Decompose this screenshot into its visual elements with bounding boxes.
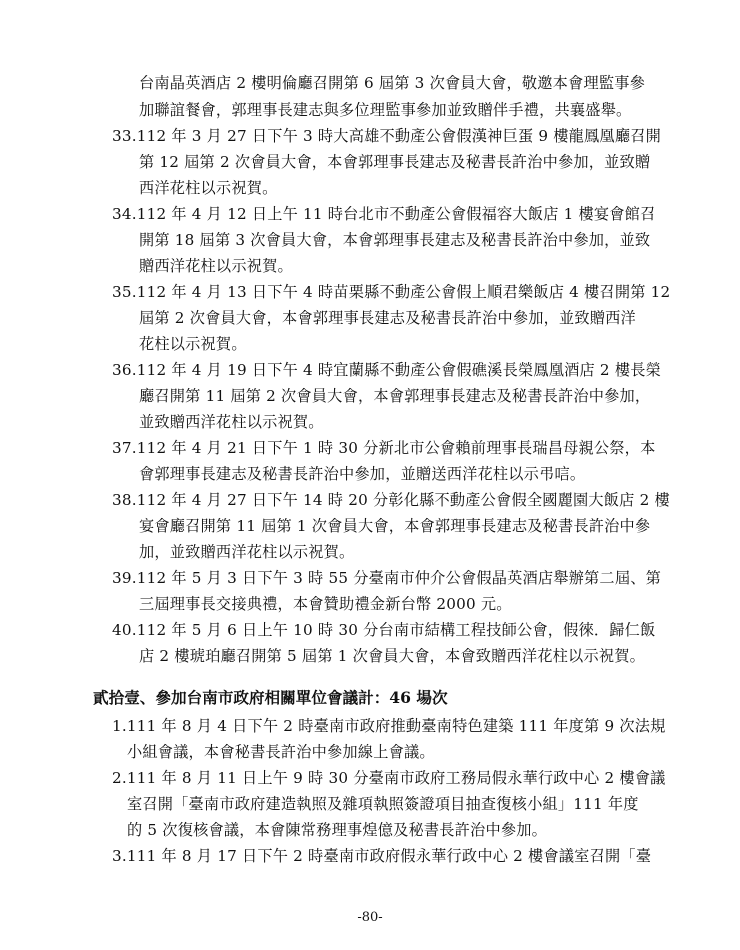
text-line: 加，並致贈西洋花柱以示祝賀。 bbox=[139, 543, 355, 561]
text-line: 室召開「臺南市政府建造執照及雜項執照簽證項目抽查復核小組」111 年度 bbox=[127, 795, 639, 813]
text-line: 西洋花柱以示祝賀。 bbox=[139, 179, 278, 197]
list-item-36: 36.112 年 4 月 19 日下午 4 時宜蘭縣不動產公會假礁溪長榮鳳凰酒店 2 樓長榮 bbox=[112, 361, 661, 379]
section-heading: 貳拾壹、參加台南市政府相關單位會議計：46 場次 bbox=[93, 688, 448, 707]
text-line: 台南晶英酒店 2 樓明倫廳召開第 6 屆第 3 次會員大會，敬邀本會理監事參 bbox=[139, 74, 645, 92]
text-line: 的 5 次復核會議，本會陳常務理事煌億及秘書長許治中參加。 bbox=[127, 821, 547, 839]
text-line: 並致贈西洋花柱以示祝賀。 bbox=[139, 413, 324, 431]
list-item-38: 38.112 年 4 月 27 日下午 14 時 20 分彰化縣不動產公會假全國麗園大飯店 2 樓 bbox=[112, 491, 670, 509]
text-line: 會郭理事長建志及秘書長許治中參加，並贈送西洋花柱以示弔唁。 bbox=[139, 465, 586, 483]
page-number: -80- bbox=[357, 910, 383, 925]
list-item-2: 2.111 年 8 月 11 日上午 9 時 30 分臺南市政府工務局假永華行政中心 2 樓會議 bbox=[112, 769, 666, 787]
text-line: 屆第 2 次會員大會，本會郭理事長建志及秘書長許治中參加，並致贈西洋 bbox=[139, 309, 636, 327]
text-line: 第 12 屆第 2 次會員大會，本會郭理事長建志及秘書長許治中參加，並致贈 bbox=[139, 153, 651, 171]
text-line: 三屆理事長交接典禮，本會贊助禮金新台幣 2000 元。 bbox=[139, 595, 512, 613]
text-line: 小組會議，本會秘書長許治中參加線上會議。 bbox=[127, 743, 435, 761]
list-item-33: 33.112 年 3 月 27 日下午 3 時大高雄不動產公會假漢神巨蛋 9 樓龍鳳凰廳召開 bbox=[112, 127, 661, 145]
list-item-1: 1.111 年 8 月 4 日下午 2 時臺南市政府推動臺南特色建築 111 年度第 9 次法規 bbox=[112, 717, 666, 735]
text-line: 廳召開第 11 屆第 2 次會員大會，本會郭理事長建志及秘書長許治中參加， bbox=[139, 387, 651, 405]
text-line: 開第 18 屆第 3 次會員大會，本會郭理事長建志及秘書長許治中參加，並致 bbox=[139, 231, 651, 249]
list-item-40: 40.112 年 5 月 6 日上午 10 時 30 分台南市結構工程技師公會，假徠．歸仁飯 bbox=[112, 621, 656, 639]
text-line: 花柱以示祝賀。 bbox=[139, 335, 247, 353]
list-item-34: 34.112 年 4 月 12 日上午 11 時台北市不動產公會假福容大飯店 1 樓宴會館召 bbox=[112, 205, 656, 223]
list-item-37: 37.112 年 4 月 21 日下午 1 時 30 分新北市公會賴前理事長瑞昌母親公祭，本 bbox=[112, 439, 656, 457]
text-line: 店 2 樓琥珀廳召開第 5 屆第 1 次會員大會，本會致贈西洋花柱以示祝賀。 bbox=[139, 647, 645, 665]
list-item-39: 39.112 年 5 月 3 日下午 3 時 55 分臺南市仲介公會假晶英酒店舉辦第二屆、第 bbox=[112, 569, 661, 587]
text-line: 贈西洋花柱以示祝賀。 bbox=[139, 257, 293, 275]
text-line: 宴會廳召開第 11 屆第 1 次會員大會，本會郭理事長建志及秘書長許治中參 bbox=[139, 517, 651, 535]
list-item-3: 3.111 年 8 月 17 日下午 2 時臺南市政府假永華行政中心 2 樓會議室召開「臺 bbox=[112, 847, 652, 865]
list-item-35: 35.112 年 4 月 13 日下午 4 時苗栗縣不動產公會假上順君樂飯店 4 樓召開第 12 bbox=[112, 283, 671, 301]
text-line: 加聯誼餐會，郭理事長建志與多位理監事參加並致贈伴手禮，共襄盛舉。 bbox=[139, 101, 632, 119]
